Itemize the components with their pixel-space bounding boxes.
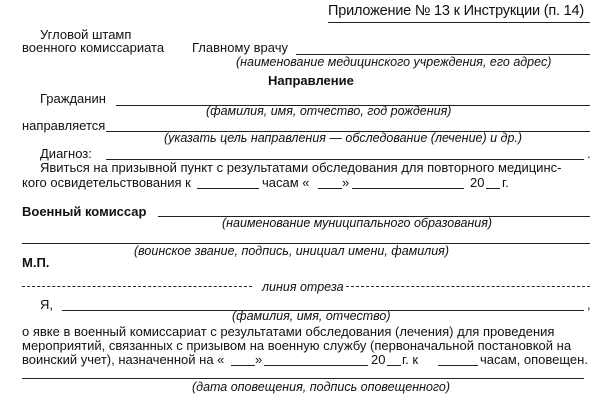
instruction-day-line bbox=[318, 188, 342, 189]
cut-line-right bbox=[346, 286, 590, 287]
me-caption: (фамилия, имя, отчество) bbox=[232, 309, 391, 323]
instruction-line-1: Явиться на призывной пункт с результатами обследования для повторного медицинс- bbox=[40, 160, 562, 175]
instruction-date-line bbox=[197, 188, 259, 189]
sent-label: направляется bbox=[22, 118, 106, 133]
instruction-line-2e: г. bbox=[502, 175, 509, 190]
document-title: Направление bbox=[268, 73, 354, 88]
notice-line-3a: воинский учет), назначенной на « bbox=[22, 352, 225, 367]
appendix-underline bbox=[328, 22, 590, 23]
notice-line-1: о явке в военный комиссариат с результатами обследования (лечения) для проведения bbox=[22, 324, 555, 339]
notice-month-line bbox=[264, 365, 368, 366]
citizen-label: Гражданин bbox=[40, 91, 106, 106]
instruction-line-2a: кого освидетельствования к bbox=[22, 175, 191, 190]
instruction-line-2b: часам « bbox=[262, 175, 310, 190]
diagnosis-end: . bbox=[587, 146, 591, 161]
instruction-year-line bbox=[486, 188, 500, 189]
notice-hour-line bbox=[438, 365, 478, 366]
instruction-line-2d: 20 bbox=[470, 175, 485, 190]
addressee-caption: (наименование медицинского учреждения, его адрес) bbox=[236, 55, 552, 69]
cut-line-label: линия отреза bbox=[262, 280, 344, 294]
rank-caption: (воинское звание, подпись, инициал имени, фамилия) bbox=[134, 244, 450, 258]
sent-caption: (указать цель направления — обследование (лечение) и др.) bbox=[164, 131, 523, 145]
notice-day-line bbox=[231, 365, 255, 366]
me-label: Я, bbox=[40, 297, 53, 312]
notice-line-3c: 20 bbox=[371, 352, 386, 367]
instruction-line-2c: » bbox=[342, 175, 350, 190]
commissar-label: Военный комиссар bbox=[22, 204, 147, 219]
commissar-caption: (наименование муниципального образования) bbox=[222, 216, 493, 230]
me-end: , bbox=[587, 297, 591, 312]
notified-caption: (дата оповещения, подпись оповещенного) bbox=[192, 380, 451, 394]
citizen-caption: (фамилия, имя, отчество, год рождения) bbox=[206, 104, 452, 118]
instruction-month-line bbox=[352, 188, 464, 189]
notice-line-2: мероприятий, связанных с призывом на военную службу (первоначальной постановкой на bbox=[22, 338, 572, 353]
notice-line-3e: часам, оповещен. bbox=[480, 352, 588, 367]
diagnosis-label: Диагноз: bbox=[40, 146, 92, 161]
cut-line-left bbox=[22, 286, 252, 287]
notified-field-line bbox=[22, 378, 584, 379]
addressee-prefix: Главному врачу bbox=[192, 40, 288, 55]
notice-line-3d: г. к bbox=[402, 352, 419, 367]
appendix-reference: Приложение № 13 к Инструкции (п. 14) bbox=[328, 3, 585, 19]
notice-line-3b: » bbox=[255, 352, 263, 367]
seal-mark: М.П. bbox=[22, 255, 50, 270]
stamp-line-1: Угловой штамп bbox=[40, 27, 132, 42]
notice-year-line bbox=[387, 365, 401, 366]
stamp-line-2: военного комиссариата bbox=[22, 40, 165, 55]
